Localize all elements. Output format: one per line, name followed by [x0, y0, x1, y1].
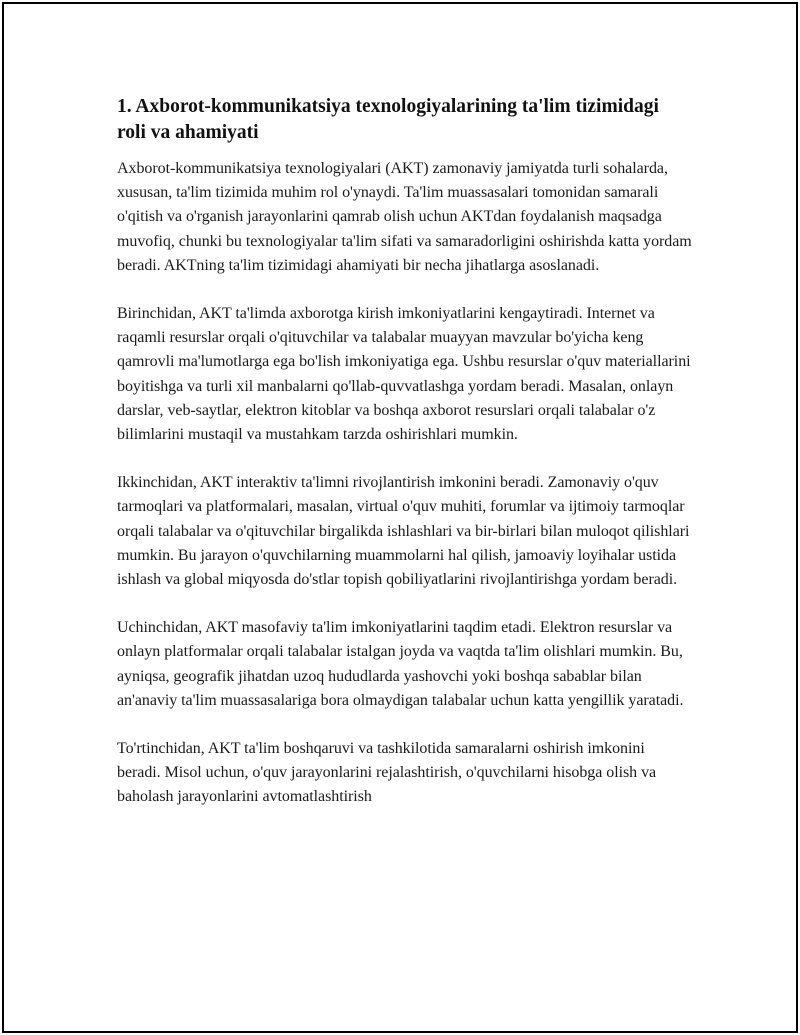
paragraph-first-point: Birinchidan, AKT ta'limda axborotga kirish imkoniyatlarini kengaytiradi. Internet va raqamli resurslar orqali o'qituvchilar va talabalar muayyan mavzular bo'yicha keng qamrovli ma'lumotlarga ega bo'lish imkoniyatiga ega. Ushbu resurslar o'quv materiallarini boyitishga va turli xil manbalarni qo'llab-quvvatlashga yordam beradi. Masalan, onlayn darslar, veb-saytlar, elektron kitoblar va boshqa axborot resurslari orqali talabalar o'z bilimlarini mustaqil va mustahkam tarzda oshirishlari mumkin. — [117, 305, 691, 444]
paragraph-third-point: Uchinchidan, AKT masofaviy ta'lim imkoniyatlarini taqdim etadi. Elektron resurslar va onlayn platformalar orqali talabalar istalgan joyda va vaqtda ta'lim olishlari mumkin. Bu, ayniqsa, geografik jihatdan uzoq hududlarda yashovchi yoki boshqa sabablar bilan an'anaviy ta'lim muassasalariga bora olmaydigan talabalar uchun katta yengillik yaratadi. — [117, 619, 684, 709]
paragraph-intro: Axborot-kommunikatsiya texnologiyalari (AKT) zamonaviy jamiyatda turli sohalarda, xususan, ta'lim tizimida muhim rol o'ynaydi. Ta'lim muassasalari tomonidan samarali o'qitish va o'rganish jarayonlarini qamrab olish uchun AKTdan foydalanish maqsadga muvofiq, chunki bu texnologiyalar ta'lim sifati va samaradorligini oshirishda katta yordam beradi. AKTning ta'lim tizimidagi ahamiyati bir necha jihatlarga asoslanadi. — [117, 160, 692, 274]
document-body — [117, 94, 692, 834]
paragraph-second-point: Ikkinchidan, AKT interaktiv ta'limni rivojlantirish imkonini beradi. Zamonaviy o'quv tarmoqlari va platformalari, masalan, virtual o'quv muhiti, forumlar va ijtimoiy tarmoqlar orqali talabalar va o'qituvchilar birgalikda ishlashlari va bir-birlari bilan muloqot qilishlari mumkin. Bu jarayon o'quvchilarning muammolarni hal qilish, jamoaviy loyihalar ustida ishlash va global miqyosda do'stlar topish qobiliyatlarini rivojlantirishga yordam beradi. — [117, 474, 690, 589]
section-heading: 1. Axborot-kommunikatsiya texnologiyalarining ta'lim tizimidagi roli va ahamiyati — [117, 96, 659, 143]
paragraph-fourth-point: To'rtinchidan, AKT ta'lim boshqaruvi va tashkilotida samaralarni oshirish imkonini beradi. Misol uchun, o'quv jarayonlarini rejalashtirish, o'quvchilarni hisobga olish va baholash jarayonlarini avtomatlashtirish — [117, 740, 657, 806]
